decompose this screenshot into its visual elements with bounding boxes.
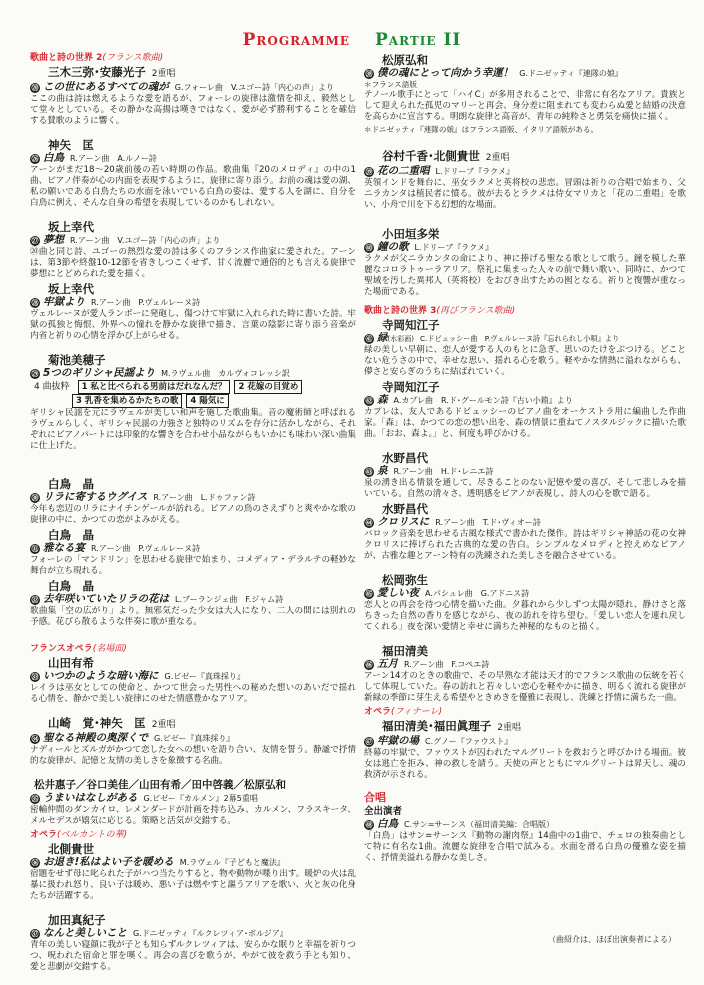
program-entry [30, 716, 356, 767]
chorus-entry [364, 791, 686, 864]
left-column [30, 52, 356, 975]
work-description: 英領インドを舞台に、巫女ラクメと英将校の悲恋。冒頭は祈りの合唱で始まり、父ニラカンタは植民者に憤る。彼が去るとラクメは侍女マリカと「花の二重唱」を歌い、小舟で川を下る幻想的な場面。 [364, 178, 686, 210]
program-entry [30, 138, 356, 209]
program-entry [30, 913, 356, 973]
title-partie: Partie II [375, 30, 462, 50]
chorus-performers: 全出演者 [364, 806, 403, 817]
song-item: 3 乳香を集めるかたちの歌 [72, 394, 182, 408]
performer-name: 神矢 匡 [48, 138, 94, 152]
work-title: ㊱ お退き!私はよい子を暖める M.ラヴェル『子どもと魔法』 [31, 856, 285, 868]
program-entry [30, 477, 356, 526]
performer-name: 谷村千香･北側貴世 2重唱 [382, 149, 510, 163]
work-description: ギリシャ民謡を元にラヴェルが美しい和声を施した歌曲集。音の魔術師と呼ばれるラヴェルらしく、ギリシャ民謡の力強さと独特のリズムを存分に活かしながら、それぞれにピアノパートには印象的な響きを合わせ小品ながらもいかにも味わい深い曲集に仕上げた。 [30, 408, 356, 451]
program-entry [30, 842, 356, 902]
work-description: 密輸仲間のダンカイロ、レメンダードが計画を持ち込み、カルメン、フラスキータ、メルセデスが嬉気に応じる。策略と活気が交錯する。 [30, 805, 356, 826]
program-entry [364, 502, 686, 562]
work-title: ㉛ 雅なる宴 R.アーン曲 P.ヴェルレーヌ詩 [31, 542, 201, 554]
section-heading: オペラ(ベルカントの華) [30, 830, 128, 840]
performer-name: 山田有希 [48, 656, 94, 670]
work-description: 青年の美しい寝顔に我が子とも知らずルクレツィアは、安らかな眠りと幸福を祈りつつ、呪われた宿命と罪を嘆く。再会の喜びを歌うが、やがて彼を救う手とも知り、愛と悲劇が交錯する。 [30, 940, 356, 972]
work-title: ㊶ 緑(水彩画) C.ドビュッシー曲 P.ヴェルレーヌ詩『忘れられし小唄』より [365, 332, 620, 344]
program-entry [364, 318, 686, 378]
song-item: 4 陽気に [186, 394, 228, 408]
work-title: ⑳ この世にあるすべての魂が G.フォーレ曲 V.ユゴー詩「内心の声」より [31, 81, 334, 93]
work-title: ㉖ 白鳥 R.アーン曲 A.ルノー詩 [31, 152, 157, 164]
section-heading: 歌曲と詩の世界 2(フランス歌曲) [30, 53, 164, 63]
work-title: ㉟ うまいはなしがある G.ビゼー『カルメン』2幕5重唱 [31, 792, 258, 804]
performer-name: 小田垣多栄 [382, 227, 440, 241]
performer-name: 水野昌代 [382, 502, 428, 516]
program-entry [30, 579, 356, 628]
performer-name: 北側貴世 [48, 842, 94, 856]
program-entry [364, 644, 686, 704]
program-entry [364, 573, 686, 633]
work-description: バロック音楽を思わせる古風な様式で書かれた傑作。詩はギリシャ神話の花の女神クロリスに捧げられた古典的な愛の告白。シンプルなメロディと控えめなピアノが、古雅な趣とアーン特有の洗練された美しさを融合させている。 [364, 529, 686, 561]
work-description: 恋人との再会を待つ心情を描いた曲。夕暮れから少しずつ太陽が隠れ、静けさと落ちきった自然の香りを感じながら、夜の訪れを待ち望む。「愛しい恋人を連れ戻してくれる」夜を深い愛情と幸せに満ちた神秘的なものと描く。 [364, 600, 686, 632]
work-title: ㉚ リラに寄するウグイス R.アーン曲 L.ドゥファン詩 [31, 491, 256, 503]
work-description: アーンがまだ18～20歳前後の若い時期の作品。歌曲集『20のメロディ』の中の1曲、ピアノ伴奏が心の内面を表現するように、旋律に寄り添う。お前の魂は愛の湖、私の願いである白鳥たちの水面を泳いでいる白鳥の姿は、愛する人を湖に、自分を白鳥に例え、そんな自身の希望を表現しているのかもしれない。 [30, 165, 356, 208]
work-title: ㊺ 愛しい夜 A.パシュレ曲 G.アドニス詩 [365, 587, 530, 599]
program-entry [364, 53, 686, 135]
right-column [364, 52, 686, 866]
work-title: ㊻ 五月 R.アーン曲 F.コペエ詩 [365, 658, 490, 670]
performer-name: 福田清美･福田眞理子 2重唱 [382, 719, 521, 733]
work-description: ヴェルレーヌが愛人ランボーに発砲し、傷つけて牢獄に入れられた時に書いた詩。牢獄の孤独と悔恨、外界への憧れを静かな旋律で描き、言葉の陰影に寄り添う音楽が内省と祈りの心情を浮かび上がらせる。 [30, 309, 357, 341]
work-description: ナディールとズルガがかつて恋した女への想いを語り合い、友情を誓う。静謐で抒情的な旋律が、記憶と友情の美しさを象徴する名曲。 [30, 745, 356, 766]
work-title: ㉗ 夢想 R.アーン曲 V.ユゴー詩「内心の声」より [31, 234, 221, 246]
work-title: ㊴ 花の二重唱 L.ドリーブ『ラクメ』 [365, 165, 515, 177]
program-entry [30, 778, 356, 827]
section-heading: オペラ(フィナーレ) [364, 707, 443, 717]
performer-name: 松原弘和 [382, 53, 428, 67]
work-title: ㉙ 5つのギリシャ民謡より M.ラヴェル曲 カルヴォコレッシ訳 [31, 367, 290, 379]
work-title: ㉞ 聖なる神殿の奥深くで G.ビゼー『真珠採り』 [31, 732, 235, 744]
work-title: ㉜ 去年咲いていたリラの花は L.ブーランジェ曲 F.ジャム詩 [31, 593, 284, 605]
program-entry [30, 65, 356, 127]
work-description: 「白鳥」はサン=サーンス『動物の謝肉祭』14曲中の1曲で、チェロの独奏曲として特に有名な1曲。流麗な旋律を合唱で試みる。水面を滑る白鳥の優雅な姿を描く、抒情美溢れる静かな美しさ。 [364, 831, 686, 863]
work-description: レイラは巫女としての使命と、かつて世会った男性への秘めた想いのあいだで揺れる心情を、静かで美しい旋律にのせた情感豊かなアリア。 [30, 683, 356, 704]
program-entry [30, 353, 356, 452]
work-description: 緑の美しい早朝に、恋人が愛する人のもとに急ぎ、思いのたけをぶつける。どことない危うさの中で、幸せな思い、揺れる心を歌う。軽やかな情熱に溢れながらも、儚さと安らぎのうちに結ばれていく。 [364, 345, 686, 377]
program-entry [30, 220, 356, 280]
performer-name: 福田清美 [382, 644, 428, 658]
performer-name: 坂上幸代 [48, 282, 94, 296]
program-entry [364, 451, 686, 500]
work-title: ㉝ いつかのような暗い海に G.ビゼー『真珠採り』 [31, 670, 245, 682]
performer-name: 松井惠子／谷口美佳／山田有希／田中啓義／松原弘和 [34, 779, 286, 791]
program-entry [30, 656, 356, 705]
performer-name: 加田真紀子 [48, 913, 106, 927]
performer-name: 菊池美穂子 [48, 353, 106, 367]
work-title: ㊹ クロリスに R.アーン曲 T.ド･ヴィオー詩 [365, 516, 541, 528]
work-description: フォーレの「マンドリン」を思わせる旋律で始まり、コメディア・デラルテの軽妙な舞台が立ち現れる。 [30, 555, 356, 576]
program-entry [364, 719, 686, 781]
work-title: ㊷ 森 A.カプレ曲 R.ド･グールモン詩『古い小箱』より [365, 394, 573, 406]
chorus-heading: 合唱 [364, 791, 386, 804]
performer-name: 三木三弥･安藤光子 2重唱 [48, 65, 176, 79]
title-programme: Programme [242, 30, 351, 50]
work-description: アーン14才のときの歌曲で、その早熟な才能は天才的でフランス歌曲の伝統を若くして体現していた。春の訪れと若々しい恋心を軽やかに描き、明るく流れる旋律が新緑の季節に芽生える希望やときめきを優雅に表現し、洗練と抒情に満ちた一曲。 [364, 671, 686, 703]
work-title: ㊳ 僕の魂にとって向かう幸運！ G.ドニゼッティ『連隊の娘』 [365, 67, 623, 79]
performer-name: 白鳥 晶 [48, 477, 94, 491]
work-title: ㊲ なんと美しいこと G.ドニゼッティ『ルクレツィア･ボルジア』 [31, 927, 288, 939]
performer-name: 坂上幸代 [48, 220, 94, 234]
language-note: ＊フランス語版 [364, 80, 417, 89]
performer-name: 白鳥 晶 [48, 579, 94, 593]
work-description: ⑳曲と同じ詩、ユゴーの熱烈な愛の詩は多くのフランス作曲家に愛された。アーンは、第3節や終盤10-12節を省きしつこくせず、甘く流麗で通俗的とも言える旋律で夢想にとどめられた愛を描く。 [30, 247, 356, 279]
section-heading: フランスオペラ(名場面) [30, 644, 127, 654]
song-item: 1 私と比べられる男前はだれなんだ？ [78, 380, 231, 394]
song-lineup: 4 曲抜粋 1 私と比べられる男前はだれなんだ？ 2 花嫁の目覚め [30, 380, 356, 394]
work-description: 泉の湧き出る情景を通して、尽きることのない記憶や愛の喜び、そして悲しみを描いている。自然の清々さ、透明感をピアノが表現し、詩人の心を歌で語る。 [364, 478, 686, 499]
work-description: ラクメが父ニラカンタの命により、神に捧げる聖なる歌として歌う。鐘を模した華麗なコロラトゥーラアリア。祭礼に集まった人々の前で舞い歌い、同時に、かつて聖域を汚した異邦人（英将校）をおびき出すための囮となる。祈りと復讐が重なった場面である。 [364, 254, 686, 297]
program-entry [30, 528, 356, 577]
work-description: 今年も恋辺のリラにナイチンゲールが訪れる。ピアノの鳥のさえずりと爽やかな歌の旋律の中に、かつての恋がよみがえる。 [30, 504, 356, 525]
work-description: ここの曲は詩は燃えるような愛を語るが、フォーレの旋律は激情を抑え、毅然として堂々としている。その静かな高揚は嘆きではなく、愛が必ず勝利することを確信する賛歌のように響く。 [30, 94, 356, 126]
performer-name: 寺岡知江子 [382, 380, 440, 394]
work-title: ㊸ 泉 R.アーン曲 H.ド･レニエ詩 [365, 465, 494, 477]
work-description: 終幕の牢獄で、ファウストが囚われたマルグリートを救おうと呼びかける場面。彼女は逃亡を拒み、神の救しを請う。天使の声とともにマルグリートは昇天し、魂の救済が示される。 [364, 748, 686, 780]
work-description: テノール歌手にとって「ハイC」が多用されることで、非常に有名なアリア。貴族として迎えられた孤児のマリーと再会、身分差に阻まれても変わらぬ愛と結婚の決意を高らかに宣言する。明朗な旋律と高音が、青年の純粋さと勇気を痛快に描く。 [364, 90, 686, 122]
footnote: ＊ドニゼッティ『連隊の娘』はフランス語版、イタリア語版がある。 [364, 125, 599, 134]
work-description: 宿題をせず母に叱られた子がハつ当たりすると、物や動物が喋り出す。暖炉の火は乱暴に扱われ怒り、良い子は暖め、悪い子は燃やすと謳うアリアを歌い、火と灰の化身たちが活躍する。 [30, 869, 356, 901]
work-description: 歌曲集「空の広がり」より。無邪気だった少女は大人になり、二人の間には別れの予感。花びら散るような伴奏に歌が重なる。 [30, 606, 356, 627]
work-title: ㊼ 牢獄の場 C.グノー『ファウスト』 [365, 735, 513, 747]
program-entry [364, 149, 686, 211]
work-title: ㉘ 牢獄より R.アーン曲 P.ヴェルレーヌ詩 [31, 296, 201, 308]
performer-name: 山崎 覚･神矢 匡 2重唱 [48, 716, 176, 730]
page-title [0, 30, 704, 50]
performer-name: 水野昌代 [382, 451, 428, 465]
song-item: 2 花嫁の目覚め [234, 380, 302, 394]
work-title: ㊵ 鐘の歌 L.ドリーブ『ラクメ』 [365, 241, 494, 253]
section-heading: 歌曲と詩の世界 3(再びフランス歌曲) [364, 306, 516, 316]
work-description: カプレは、友人であるドビュッシーのピアノ曲をオーケストラ用に編曲した作曲家。「森」は、かつての恋の想い出を、森の情景に重ねてノスタルジックに描いた歌曲。「おお、森よ。」と、何度も呼びかける。 [364, 407, 686, 439]
work-title: ㊽ 白鳥 C.サン=サーンス（福田清美編：合唱版） [365, 818, 555, 830]
footer-note: （曲紹介は、ほぼ出演奏者による） [548, 935, 676, 944]
performer-name: 白鳥 晶 [48, 528, 94, 542]
performer-name: 松岡弥生 [382, 573, 428, 587]
program-entry [30, 282, 356, 342]
program-entry [364, 227, 686, 298]
song-lineup [30, 394, 356, 408]
performer-name: 寺岡知江子 [382, 318, 440, 332]
program-entry [364, 380, 686, 440]
